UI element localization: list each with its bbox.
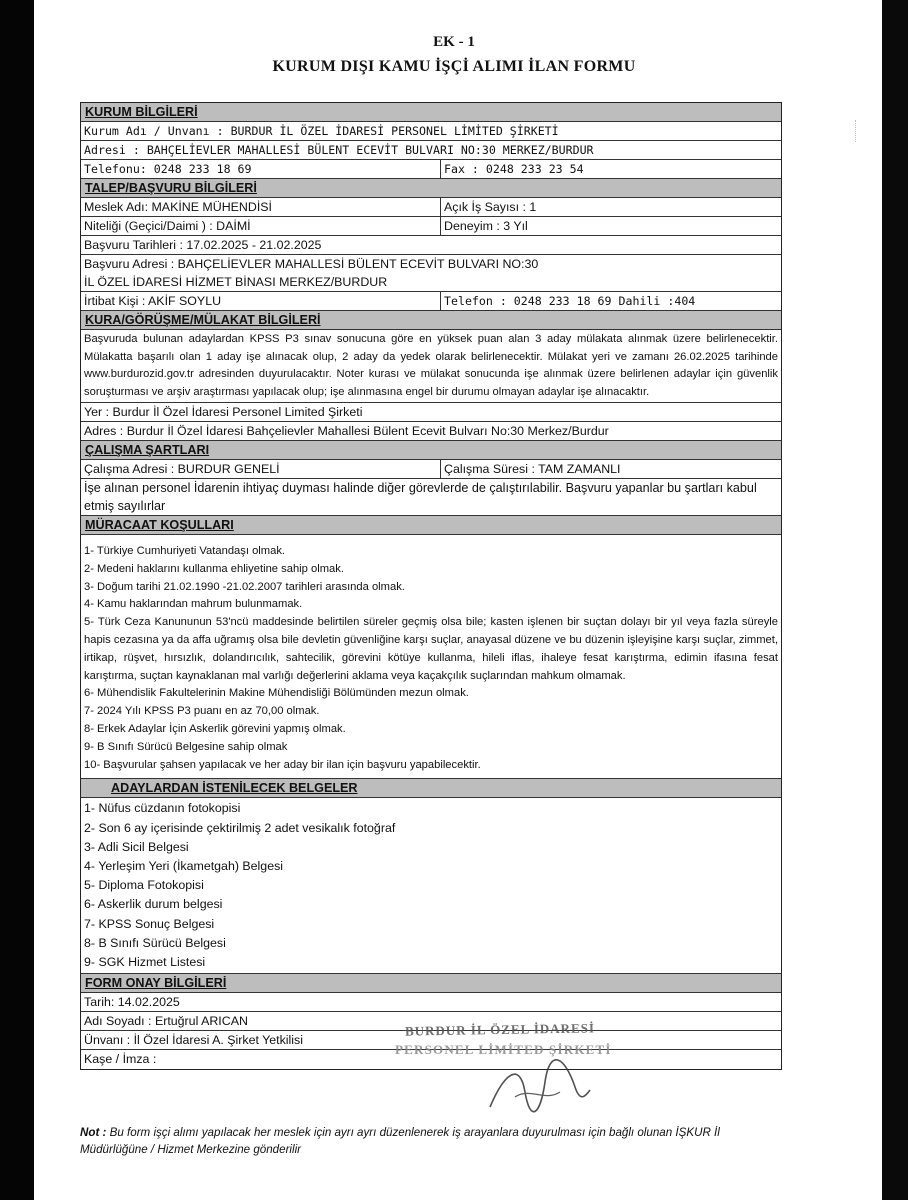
scan-artifact xyxy=(855,120,870,142)
onay-unvan: Ünvanı : İl Özel İdaresi A. Şirket Yetkilisi xyxy=(81,1031,781,1050)
belge-item: 8- B Sınıfı Sürücü Belgesi xyxy=(84,935,226,950)
talep-row-nitelik xyxy=(81,217,781,236)
muracaat-item: 3- Doğum tarihi 21.02.1990 -21.02.2007 tarihleri arasında olmak. xyxy=(84,580,405,593)
kurum-address: Adresi : BAHÇELİEVLER MAHALLESİ BÜLENT ECEVİT BULVARI NO:30 MERKEZ/BURDUR xyxy=(81,141,781,160)
document-annex-label: EK - 1 xyxy=(433,34,475,50)
kurum-phone: Telefonu: 0248 233 18 69 xyxy=(81,160,441,178)
talep-row-meslek xyxy=(81,198,781,217)
belgeler-list xyxy=(81,798,781,974)
belge-item: 1- Nüfus cüzdanın fotokopisi xyxy=(84,801,241,816)
muracaat-item: 9- B Sınıfı Sürücü Belgesine sahip olmak xyxy=(84,740,288,753)
section-header-belgeler: ADAYLARDAN İSTENİLECEK BELGELER xyxy=(81,779,781,798)
kurum-name: Kurum Adı / Unvanı : BURDUR İL ÖZEL İDARESİ PERSONEL LİMİTED ŞİRKETİ xyxy=(81,122,781,141)
belge-item: 4- Yerleşim Yeri (İkametgah) Belgesi xyxy=(84,858,284,873)
dark-right-border xyxy=(882,0,908,1200)
footer-note xyxy=(80,1124,780,1158)
section-header-onay: FORM ONAY BİLGİLERİ xyxy=(81,974,781,993)
stamp-line-1: BURDUR İL ÖZEL İDARESİ xyxy=(404,1020,596,1039)
announcement-form xyxy=(80,102,782,1070)
section-header-calisma: ÇALIŞMA ŞARTLARI xyxy=(81,441,781,460)
kurum-fax: Fax : 0248 233 23 54 xyxy=(444,162,584,176)
calisma-suresi: Çalışma Süresi : TAM ZAMANLI xyxy=(444,462,621,476)
kura-adres: Adres : Burdur İl Özel İdaresi Bahçelievler Mahallesi Bülent Ecevit Bulvarı No:30 Merkez/Burdur xyxy=(81,422,781,441)
muracaat-item: 7- 2024 Yılı KPSS P3 puanı en az 70,00 olmak. xyxy=(84,705,320,718)
niteligi: Niteliği (Geçici/Daimi ) : DAİMİ xyxy=(81,217,441,235)
muracaat-item: 6- Mühendislik Fakultelerinin Makine Mühendisliği Bölümünden mezun olmak. xyxy=(84,687,469,700)
irtibat-row xyxy=(81,292,781,311)
basvuru-tarihleri: Başvuru Tarihleri : 17.02.2025 - 21.02.2025 xyxy=(81,236,781,255)
acik-is-sayisi: Açık İş Sayısı : 1 xyxy=(444,200,537,214)
meslek-adi: Meslek Adı: MAKİNE MÜHENDİSİ xyxy=(81,198,441,216)
stamp-line-2: PERSONEL LİMİTED ŞİRKETİ xyxy=(395,1042,612,1057)
calisma-note: İşe alınan personel İdarenin ihtiyaç duyması halinde diğer görevlerde de çalıştırılabilir. Başvuru yapanlar bu şartları kabul etmiş sayılırlar xyxy=(81,479,781,516)
muracaat-item: 4- Kamu haklarından mahrum bulunmamak. xyxy=(84,598,303,611)
belge-item: 6- Askerlik durum belgesi xyxy=(84,897,223,912)
belge-item: 7- KPSS Sonuç Belgesi xyxy=(84,916,215,931)
note-label: Not : xyxy=(80,1126,107,1139)
kura-description: Başvuruda bulunan adaylardan KPSS P3 sınav sonucuna göre en yüksek puan alan 3 aday mülakata alınmak üzere belirlenecektir. Mülakatta başarılı olan 1 aday işe alınacak olup, 2 aday da yedek olarak belirlenecektir. Mülakat yeri ve zamanı 26.02.2025 tarihinde www.burdurozid.gov.tr adresinden duyurulacaktır. Noter kurası ve mülakat sonucunda işe alınmak üzere belirlenen adaylar için güvenlik soruşturması ve arşiv araştırması yapılacak olup; işe alınmasına engel bir durumu olmayan adaylar işe alınacaktır. xyxy=(81,330,781,403)
calisma-adresi: Çalışma Adresi : BURDUR GENELİ xyxy=(81,460,441,478)
muracaat-item: 10- Başvurular şahsen yapılacak ve her aday bir ilan için başvuru yapabilecektir. xyxy=(84,758,481,771)
belge-item: 2- Son 6 ay içerisinde çektirilmiş 2 adet vesikalık fotoğraf xyxy=(84,820,396,835)
basvuru-adresi-line2: İL ÖZEL İDARESİ HİZMET BİNASI MERKEZ/BURDUR xyxy=(84,275,388,289)
kurum-contact-row xyxy=(81,160,781,179)
irtibat-telefon: Telefon : 0248 233 18 69 Dahili :404 xyxy=(444,294,696,308)
note-text: Bu form işçi alımı yapılacak her meslek için ayrı ayrı düzenlenerek iş arayanlara duyurulması için bağlı olunan İŞKUR İl Müdürlüğüne / Hizmet Merkezine gönderilir xyxy=(80,1126,720,1156)
irtibat-kisi: İrtibat Kişi : AKİF SOYLU xyxy=(81,292,441,310)
section-header-talep: TALEP/BAŞVURU BİLGİLERİ xyxy=(81,179,781,198)
muracaat-list xyxy=(81,535,781,779)
section-header-kurum: KURUM BİLGİLERİ xyxy=(81,103,781,122)
basvuru-adresi xyxy=(81,255,781,292)
muracaat-item: 5- Türk Ceza Kanununun 53'ncü maddesinde belirtilen süreler geçmiş olsa bile; kasten işlenen bir suçtan dolayı bir yıl veya fazla süreyle hapis cezasına ya da affa uğramış olsa bile devletin güvenliğine karşı suçlar, anayasal düzene ve bu düzenin işleyişine karşı suçlar, zimmet, irtikap, rüşvet, hırsızlık, dolandırıcılık, sahtecilik, görevini kötüye kullanma, hileli iflas, ihaleye fesat karıştırma, edimin ifasına fesat karıştırma, suçtan kaynaklanan mal varlığı değerlerini aklama veya kaçakçılık suçlarından mahkum olmamak. xyxy=(84,616,778,682)
muracaat-item: 2- Medeni haklarını kullanma ehliyetine sahip olmak. xyxy=(84,562,344,575)
section-header-muracaat: MÜRACAAT KOŞULLARI xyxy=(81,516,781,535)
belge-item: 5- Diploma Fotokopisi xyxy=(84,878,204,893)
muracaat-item: 1- Türkiye Cumhuriyeti Vatandaşı olmak. xyxy=(84,545,286,557)
deneyim: Deneyim : 3 Yıl xyxy=(444,219,528,233)
belge-item: 3- Adli Sicil Belgesi xyxy=(84,839,189,854)
basvuru-adresi-line1: Başvuru Adresi : BAHÇELİEVLER MAHALLESİ BÜLENT ECEVİT BULVARI NO:30 xyxy=(84,257,539,271)
company-stamp xyxy=(385,1022,645,1134)
belge-item: 9- SGK Hizmet Listesi xyxy=(84,954,206,969)
calisma-row xyxy=(81,460,781,479)
onay-kase-imza: Kaşe / İmza : xyxy=(84,1052,157,1067)
section-header-kura: KURA/GÖRÜŞME/MÜLAKAT BİLGİLERİ xyxy=(81,311,781,330)
document-title: KURUM DIŞI KAMU İŞÇİ ALIMI İLAN FORMU xyxy=(272,58,636,75)
kura-yer: Yer : Burdur İl Özel İdaresi Personel Limited Şirketi xyxy=(81,403,781,422)
onay-tarih: Tarih: 14.02.2025 xyxy=(81,993,781,1012)
onay-ad-soyad: Adı Soyadı : Ertuğrul ARICAN xyxy=(81,1012,781,1031)
dark-left-border xyxy=(0,0,34,1200)
signature-scribble xyxy=(485,1052,595,1122)
muracaat-item: 8- Erkek Adaylar İçin Askerlik görevini yapmış olmak. xyxy=(84,722,346,735)
